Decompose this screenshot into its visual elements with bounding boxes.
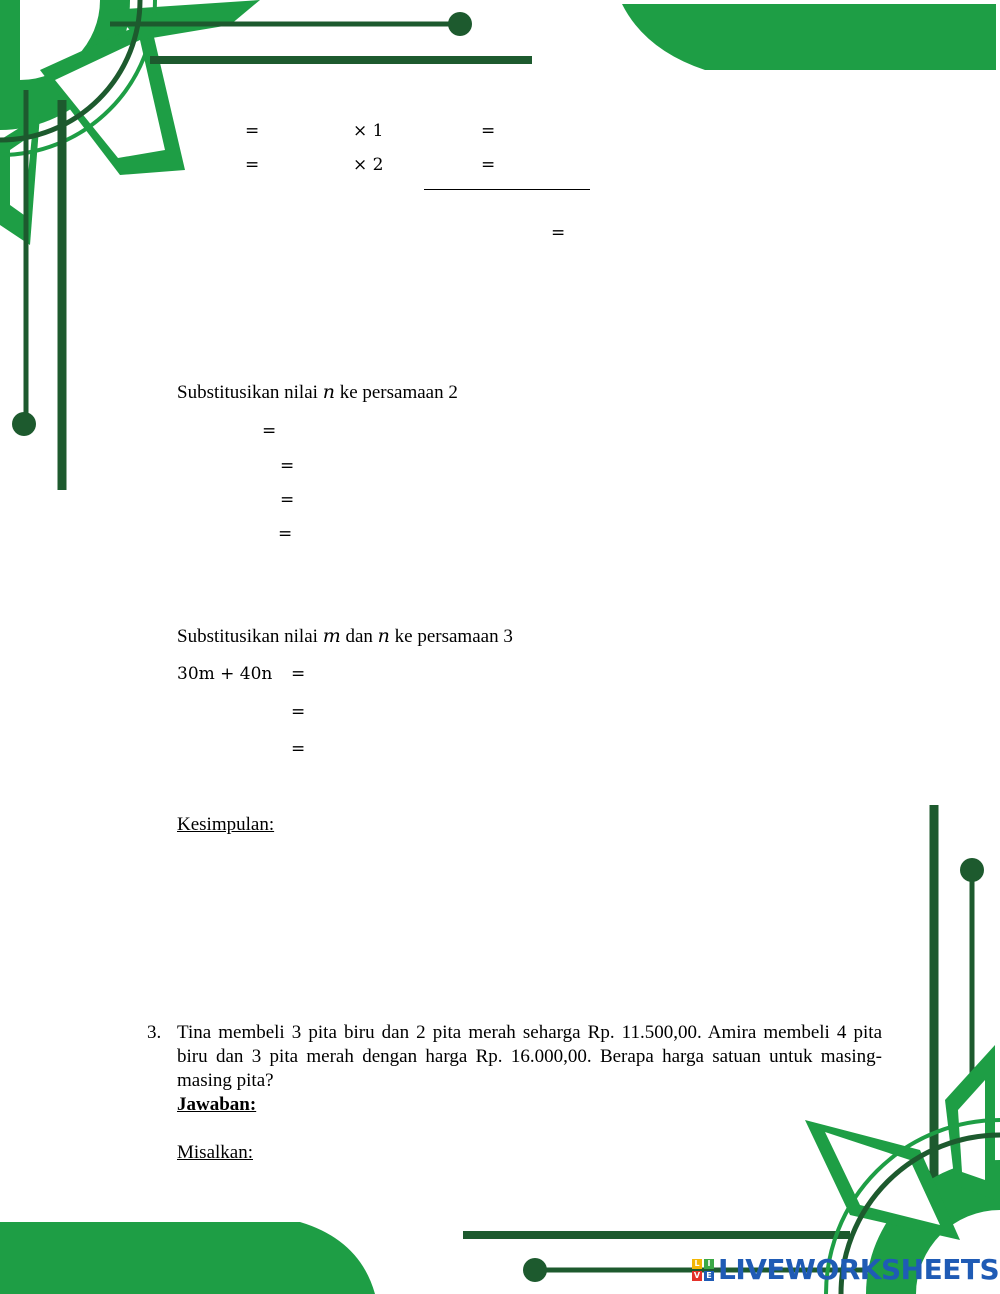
row1-equals-2: =: [481, 121, 496, 141]
sub3-text-after: ke persamaan 3: [389, 626, 513, 647]
sub3-equals-3: =: [291, 739, 306, 759]
sub3-text-mid: dan: [340, 626, 378, 647]
row1-equals-1: =: [245, 121, 260, 141]
sub2-equals-3: =: [280, 490, 295, 510]
subtraction-line: [424, 189, 590, 190]
sub3-variable-n: n: [377, 625, 390, 647]
top-left-ornament: [0, 0, 260, 245]
answer-label: Jawaban:: [177, 1094, 257, 1115]
row2-equals-1: =: [245, 155, 260, 175]
logo-square-i: I: [704, 1259, 714, 1269]
sub3-text-before: Substitusikan nilai: [177, 626, 323, 647]
sub3-variable-m: m: [322, 625, 341, 647]
let-label: Misalkan:: [177, 1142, 253, 1163]
logo-square-e: E: [704, 1271, 714, 1281]
row2-multiplier: × 2: [353, 155, 384, 175]
sub2-text-before: Substitusikan nilai: [177, 382, 323, 403]
substitution-2-instruction: [177, 380, 458, 405]
sub2-text-after: ke persamaan 2: [334, 382, 458, 403]
sub2-equals-2: =: [280, 456, 295, 476]
sub3-lhs: 30m + 40n: [177, 664, 273, 684]
substitution-3-instruction: [177, 624, 513, 649]
logo-square-v: V: [693, 1271, 701, 1280]
elimination-result-equals: =: [551, 223, 566, 243]
top-right-banner: [622, 4, 996, 70]
problem-3-text: Tina membeli 3 pita biru dan 2 pita merah seharga Rp. 11.500,00. Amira membeli 4 pita biru dan 3 pita merah dengan harga Rp. 16.000,00. Berapa harga satuan untuk masing-masing pita?: [177, 1022, 882, 1091]
liveworksheets-logo: [692, 1255, 999, 1285]
bottom-left-banner: [0, 1222, 375, 1294]
sub2-equals-1: =: [262, 421, 277, 441]
logo-square-l: L: [692, 1259, 702, 1269]
row1-multiplier: × 1: [353, 121, 384, 141]
sub3-equals-1: =: [291, 664, 306, 684]
logo-squares-icon: [692, 1259, 714, 1281]
sub2-equals-4: =: [278, 524, 293, 544]
sub3-equals-2: =: [291, 702, 306, 722]
row2-equals-2: =: [481, 155, 496, 175]
problem-3-number: 3.: [147, 1022, 162, 1043]
sub2-variable: n: [322, 381, 335, 403]
logo-text: LIVEWORKSHEETS: [718, 1253, 1000, 1286]
conclusion-label: Kesimpulan:: [177, 814, 275, 835]
